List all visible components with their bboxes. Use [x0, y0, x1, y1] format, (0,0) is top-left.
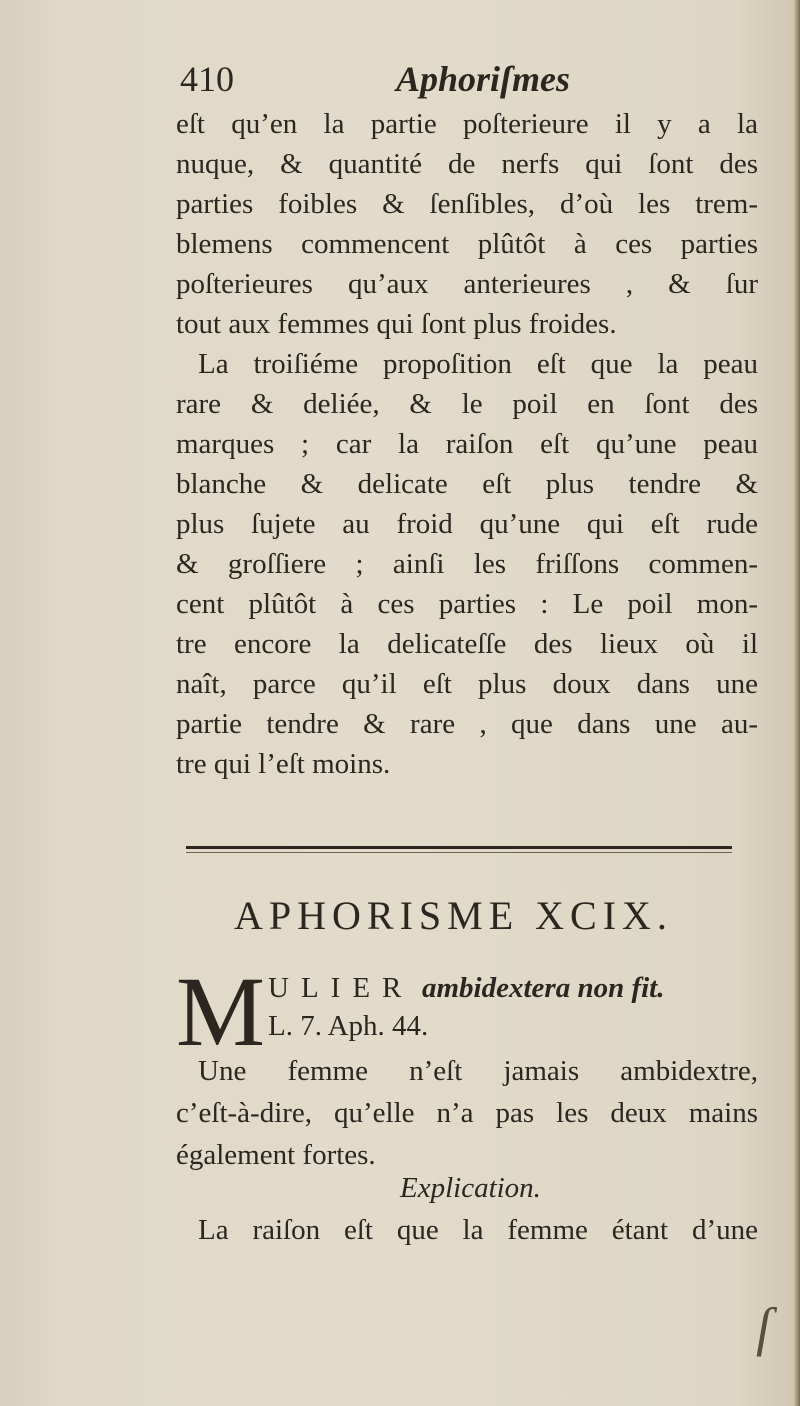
- text-line: Une femme n’eſt jamais ambidextre,: [198, 1055, 758, 1087]
- aphorism-latin-line: [268, 970, 758, 1006]
- text-line: naît, parce qu’il eſt plus doux dans une: [176, 668, 758, 700]
- section-title: APHORISME XCIX.: [234, 893, 673, 938]
- text-line: La troiſiéme propoſition eſt que la peau: [198, 348, 758, 380]
- text-line: eſt qu’en la partie poſterieure il y a la: [176, 108, 758, 140]
- aphorism-lead-word: ULIER: [268, 972, 414, 1004]
- text-line: marques ; car la raiſon eſt qu’une peau: [176, 428, 758, 460]
- explication-heading: Explication.: [400, 1172, 541, 1204]
- body-text: [176, 104, 758, 784]
- explication-text: [176, 1210, 758, 1250]
- catchword-mark: ſ: [756, 1297, 772, 1357]
- text-line: & groſſiere ; ainſi les friſſons commen-: [176, 548, 758, 580]
- text-line: c’eſt-à-dire, qu’elle n’a pas les deux mains: [176, 1097, 758, 1129]
- running-title: Aphoriſmes: [396, 59, 571, 99]
- page-header: [168, 58, 728, 98]
- text-line: tout aux femmes qui ſont plus froides.: [176, 308, 617, 340]
- text-line: poſterieures qu’aux anterieures , & ſur: [176, 268, 758, 300]
- text-line: La raiſon eſt que la femme étant d’une: [198, 1214, 758, 1246]
- page-edge: [794, 0, 800, 1406]
- text-line: nuque, & quantité de nerfs qui ſont des: [176, 148, 758, 180]
- text-line: tre qui l’eſt moins.: [176, 748, 391, 780]
- section-divider-thin: [186, 852, 732, 853]
- text-line: partie tendre & rare , que dans une au-: [176, 708, 758, 740]
- text-line: plus ſujete au froid qu’une qui eſt rude: [176, 508, 758, 540]
- text-line: blanche & delicate eſt plus tendre &: [176, 468, 758, 500]
- aphorism-latin: ambidextera non fit.: [422, 972, 665, 1004]
- text-line: tre encore la delicateſſe des lieux où il: [176, 628, 758, 660]
- text-line: blemens commencent plûtôt à ces parties: [176, 228, 758, 260]
- section-divider: [186, 846, 732, 849]
- text-line: cent plûtôt à ces parties : Le poil mon-: [176, 588, 758, 620]
- translation-text: [176, 1050, 758, 1176]
- text-line: rare & deliée, & le poil en ſont des: [176, 388, 758, 420]
- page-number: 410: [180, 59, 234, 99]
- aphorism-reference: L. 7. Aph. 44.: [268, 1010, 429, 1042]
- text-line: également fortes.: [176, 1139, 376, 1171]
- drop-cap: M: [176, 956, 265, 1067]
- text-line: parties foibles & ſenſibles, d’où les trem-: [176, 188, 758, 220]
